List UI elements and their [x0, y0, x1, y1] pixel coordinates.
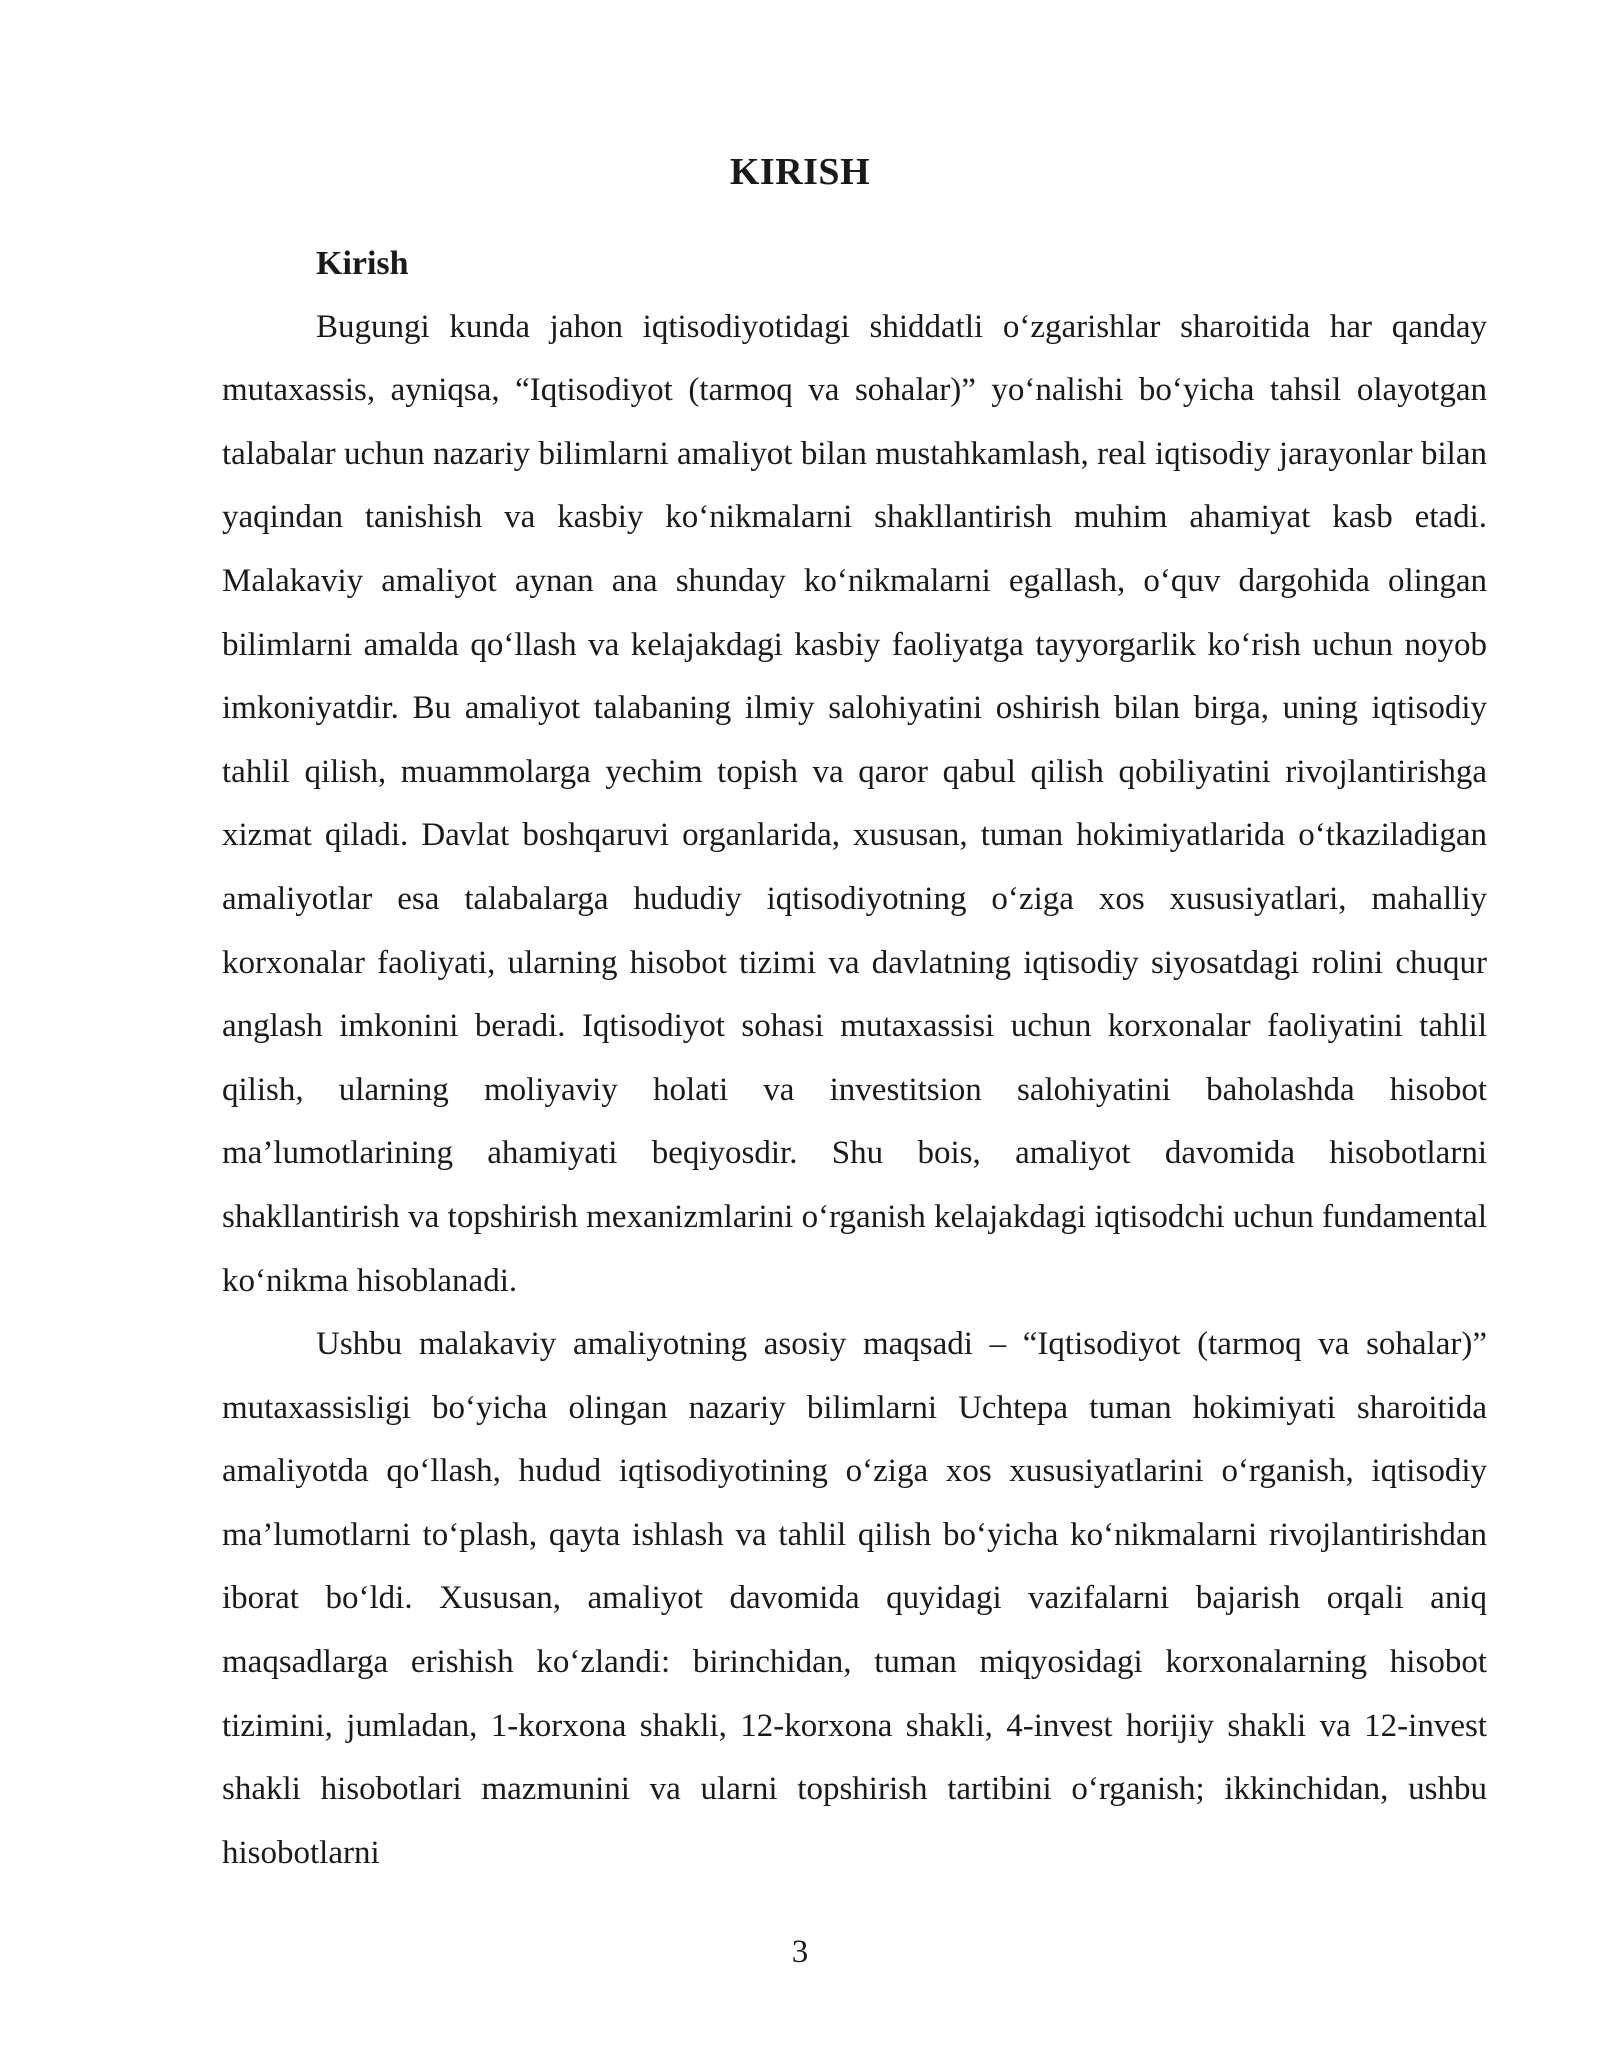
paragraph-purpose: Ushbu malakaviy amaliyotning asosiy maqsadi – “Iqtisodiyot (tarmoq va sohalar)” mutaxassisligi bo‘yicha olingan nazariy bilimlarni Uchtepa tuman hokimiyati sharoitida amaliyotda qo‘llash, hudud iqtisodiyotining o‘ziga xos xususiyatlarini o‘rganish, iqtisodiy ma’lumotlarni to‘plash, qayta ishlash va tahlil qilish bo‘yicha ko‘nikmalarni rivojlantirishdan iborat bo‘ldi. Xususan, amaliyot davomida quyidagi vazifalarni bajarish orqali aniq maqsadlarga erishish ko‘zlandi: birinchidan, tuman miqyosidagi korxonalarning hisobot tizimini, jumladan, 1-korxona shakli, 12-korxona shakli, 4-invest horijiy shakli va 12-invest shakli hisobotlari mazmunini va ularni topshirish tartibini o‘rganish; ikkinchidan, ushbu hisobotlarni: [222, 1326, 1487, 1871]
section-heading: Kirish: [316, 245, 409, 282]
document-body: [222, 232, 1487, 1885]
page-number: 3: [791, 1934, 809, 1970]
paragraph-intro: Bugungi kunda jahon iqtisodiyotidagi shiddatli o‘zgarishlar sharoitida har qanday mutaxassis, ayniqsa, “Iqtisodiyot (tarmoq va sohalar)” yo‘nalishi bo‘yicha tahsil olayotgan talabalar uchun nazariy bilimlarni amaliyot bilan mustahkamlash, real iqtisodiy jarayonlar bilan yaqindan tanishish va kasbiy ko‘nikmalarni shakllantirish muhim ahamiyat kasb etadi. Malakaviy amaliyot aynan ana shunday ko‘nikmalarni egallash, o‘quv dargohida olingan bilimlarni amalda qo‘llash va kelajakdagi kasbiy faoliyatga tayyorgarlik ko‘rish uchun noyob imkoniyatdir. Bu amaliyot talabaning ilmiy salohiyatini oshirish bilan birga, uning iqtisodiy tahlil qilish, muammolarga yechim topish va qaror qabul qilish qobiliyatini rivojlantirishga xizmat qiladi. Davlat boshqaruvi organlarida, xususan, tuman hokimiyatlarida o‘tkaziladigan amaliyotlar esa talabalarga hududiy iqtisodiyotning o‘ziga xos xususiyatlari, mahalliy korxonalar faoliyati, ularning hisobot tizimi va davlatning iqtisodiy siyosatdagi rolini chuqur anglash imkonini beradi. Iqtisodiyot sohasi mutaxassisi uchun korxonalar faoliyatini tahlil qilish, ularning moliyaviy holati va investitsion salohiyatini baholashda hisobot ma’lumotlarining ahamiyati beqiyosdir. Shu bois, amaliyot davomida hisobotlarni shakllantirish va topshirish mexanizmlarini o‘rganish kelajakdagi iqtisodchi uchun fundamental ko‘nikma hisoblanadi.: [222, 308, 1487, 1299]
page-title: KIRISH: [729, 151, 871, 193]
